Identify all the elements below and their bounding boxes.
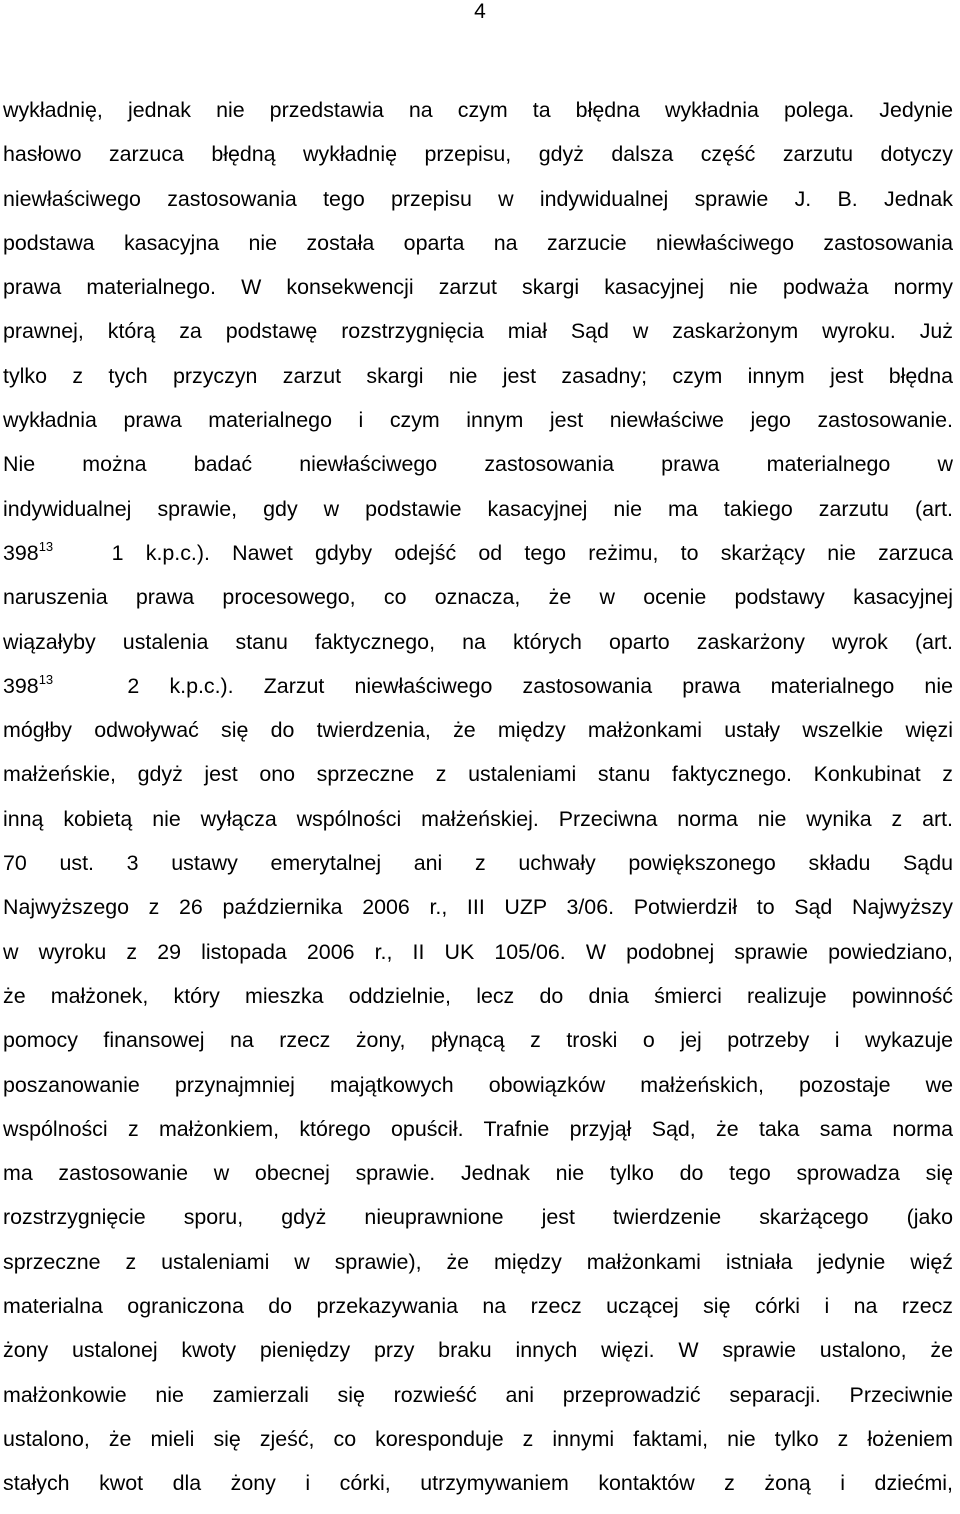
text-line-18: 70 ust. 3 ustawy emerytalnej ani z uchwały powiększonego składu Sądu bbox=[3, 851, 953, 876]
line-remainder: 2 k.p.c.). Zarzut niewłaściwego zastosowania prawa materialnego nie bbox=[127, 673, 953, 698]
text-line-2: hasłowo zarzuca błędną wykładnię przepisu, gdyż dalsza część zarzutu dotyczy bbox=[3, 142, 953, 167]
text-line-6: prawnej, którą za podstawę rozstrzygnięcia miał Sąd w zaskarżonym wyroku. Już bbox=[3, 319, 953, 344]
text-line-30: małżonkowie nie zamierzali się rozwieść ani przeprowadzić separacji. Przeciwnie bbox=[3, 1382, 953, 1407]
line-remainder: 1 k.p.c.). Nawet gdyby odejść od tego reżimu, to skarżący nie zarzuca bbox=[111, 540, 953, 565]
text-line-10: indywidualnej sprawie, gdy w podstawie kasacyjnej nie ma takiego zarzutu (art. bbox=[3, 496, 953, 521]
text-line-13: wiązałyby ustalenia stanu faktycznego, na których oparto zaskarżony wyrok (art. bbox=[3, 629, 953, 654]
text-line-16: małżeńskie, gdyż jest ono sprzeczne z ustaleniami stanu faktycznego. Konkubinat z bbox=[3, 762, 953, 787]
text-line-8: wykładnia prawa materialnego i czym innym jest niewłaściwe jego zastosowanie. bbox=[3, 408, 953, 433]
text-line-28: materialna ograniczona do przekazywania na rzecz uczącej się córki i na rzecz bbox=[3, 1294, 953, 1319]
article-number: 398 bbox=[3, 540, 39, 565]
text-line-25: ma zastosowanie w obecnej sprawie. Jednak nie tylko do tego sprowadza się bbox=[3, 1161, 953, 1186]
text-line-26: rozstrzygnięcie sporu, gdyż nieuprawnione jest twierdzenie skarżącego (jako bbox=[3, 1205, 953, 1230]
text-line-32: stałych kwot dla żony i córki, utrzymywaniem kontaktów z żoną i dziećmi, bbox=[3, 1471, 953, 1496]
text-line-31: ustalono, że mieli się zjeść, co koresponduje z innymi faktami, nie tylko z łożeniem bbox=[3, 1426, 953, 1451]
text-line-15: mógłby odwoływać się do twierdzenia, że między małżonkami ustały wszelkie więzi bbox=[3, 718, 953, 743]
text-line-29: żony ustalonej kwoty pieniędzy przy braku innych więzi. W sprawie ustalono, że bbox=[3, 1338, 953, 1363]
text-line-14 bbox=[3, 672, 953, 716]
text-line-4: podstawa kasacyjna nie została oparta na zarzucie niewłaściwego zastosowania bbox=[3, 230, 953, 255]
article-superscript: 13 bbox=[38, 538, 54, 554]
text-line-22: pomocy finansowej na rzecz żony, płynącą z troski o jej potrzeby i wykazuje bbox=[3, 1028, 953, 1053]
text-line-27: sprzeczne z ustaleniami w sprawie), że między małżonkami istniała jedynie więź bbox=[3, 1249, 953, 1274]
text-line-21: że małżonek, który mieszka oddzielnie, lecz do dnia śmierci realizuje powinność bbox=[3, 983, 953, 1008]
text-line-1: wykładnię, jednak nie przedstawia na czym ta błędna wykładnia polega. Jedynie bbox=[3, 98, 953, 122]
article-superscript: 13 bbox=[38, 671, 54, 687]
document-body bbox=[3, 96, 953, 1514]
text-line-23: poszanowanie przynajmniej majątkowych obowiązków małżeńskich, pozostaje we bbox=[3, 1072, 953, 1097]
article-number: 398 bbox=[3, 673, 39, 698]
page-number: 4 bbox=[474, 0, 486, 23]
text-line-12: naruszenia prawa procesowego, co oznacza, że w ocenie podstawy kasacyjnej bbox=[3, 585, 953, 610]
text-line-19: Najwyższego z 26 października 2006 r., III UZP 3/06. Potwierdził to Sąd Najwyższy bbox=[3, 895, 953, 920]
text-line-3: niewłaściwego zastosowania tego przepisu w indywidualnej sprawie J. B. Jednak bbox=[3, 186, 953, 211]
text-line-9: Nie można badać niewłaściwego zastosowania prawa materialnego w bbox=[3, 452, 953, 477]
text-line-11 bbox=[3, 539, 953, 583]
text-line-20: w wyroku z 29 listopada 2006 r., II UK 105/06. W podobnej sprawie powiedziano, bbox=[3, 939, 953, 964]
text-line-5: prawa materialnego. W konsekwencji zarzut skargi kasacyjnej nie podważa normy bbox=[3, 275, 953, 300]
text-line-24: wspólności z małżonkiem, którego opuścił. Trafnie przyjął Sąd, że taka sama norma bbox=[3, 1116, 953, 1141]
text-line-17: inną kobietą nie wyłącza wspólności małżeńskiej. Przeciwna norma nie wynika z art. bbox=[3, 806, 953, 831]
text-line-7: tylko z tych przyczyn zarzut skargi nie jest zasadny; czym innym jest błędna bbox=[3, 363, 953, 388]
